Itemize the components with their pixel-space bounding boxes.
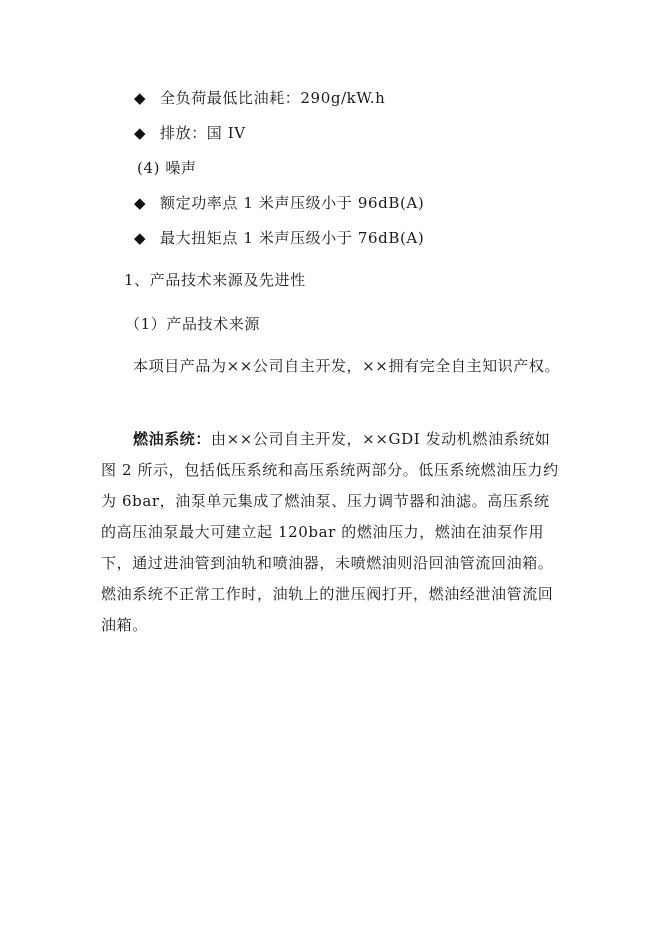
paragraph-ip [101, 351, 563, 382]
noise-heading: (4) 噪声 [137, 159, 197, 177]
paragraph-fuel-system [101, 424, 563, 641]
bullet-item [134, 123, 246, 143]
diamond-bullet-icon: ◆ [134, 89, 147, 107]
bullet-text-emission: 排放：国 IV [160, 124, 246, 142]
bullet-item [134, 228, 424, 248]
diamond-bullet-icon: ◆ [134, 194, 147, 212]
paragraph-fuel-system-lead: 燃油系统： [133, 430, 212, 448]
bullet-item [134, 193, 424, 213]
bullet-text-fuel-consumption: 全负荷最低比油耗：290g/kW.h [160, 89, 386, 107]
paragraph-fuel-system-text: 由××公司自主开发，××GDI 发动机燃油系统如图 2 所示，包括低压系统和高压系统两部分。低压系统燃油压力约为 6bar，油泵单元集成了燃油泵、压力调节器和油滤。高压系统的高压油泵最大可建立起 120bar 的燃油压力，燃油在油泵作用下，通过进油管到油轨和喷油器，未喷燃油则沿回油管流回油箱。燃油系统不正常工作时，油轨上的泄压阀打开，燃油经泄油管流回油箱。 [101, 430, 559, 634]
diamond-bullet-icon: ◆ [134, 124, 147, 142]
bullet-item [134, 88, 385, 108]
subsection-heading: （1）产品技术来源 [125, 315, 260, 333]
bullet-text-max-torque-noise: 最大扭矩点 1 米声压级小于 76dB(A) [160, 229, 425, 247]
diamond-bullet-icon: ◆ [134, 229, 147, 247]
paragraph-ip-text: 本项目产品为××公司自主开发，××拥有完全自主知识产权。 [133, 357, 561, 375]
section-heading: 1、产品技术来源及先进性 [124, 271, 306, 289]
bullet-text-rated-power-noise: 额定功率点 1 米声压级小于 96dB(A) [160, 194, 425, 212]
